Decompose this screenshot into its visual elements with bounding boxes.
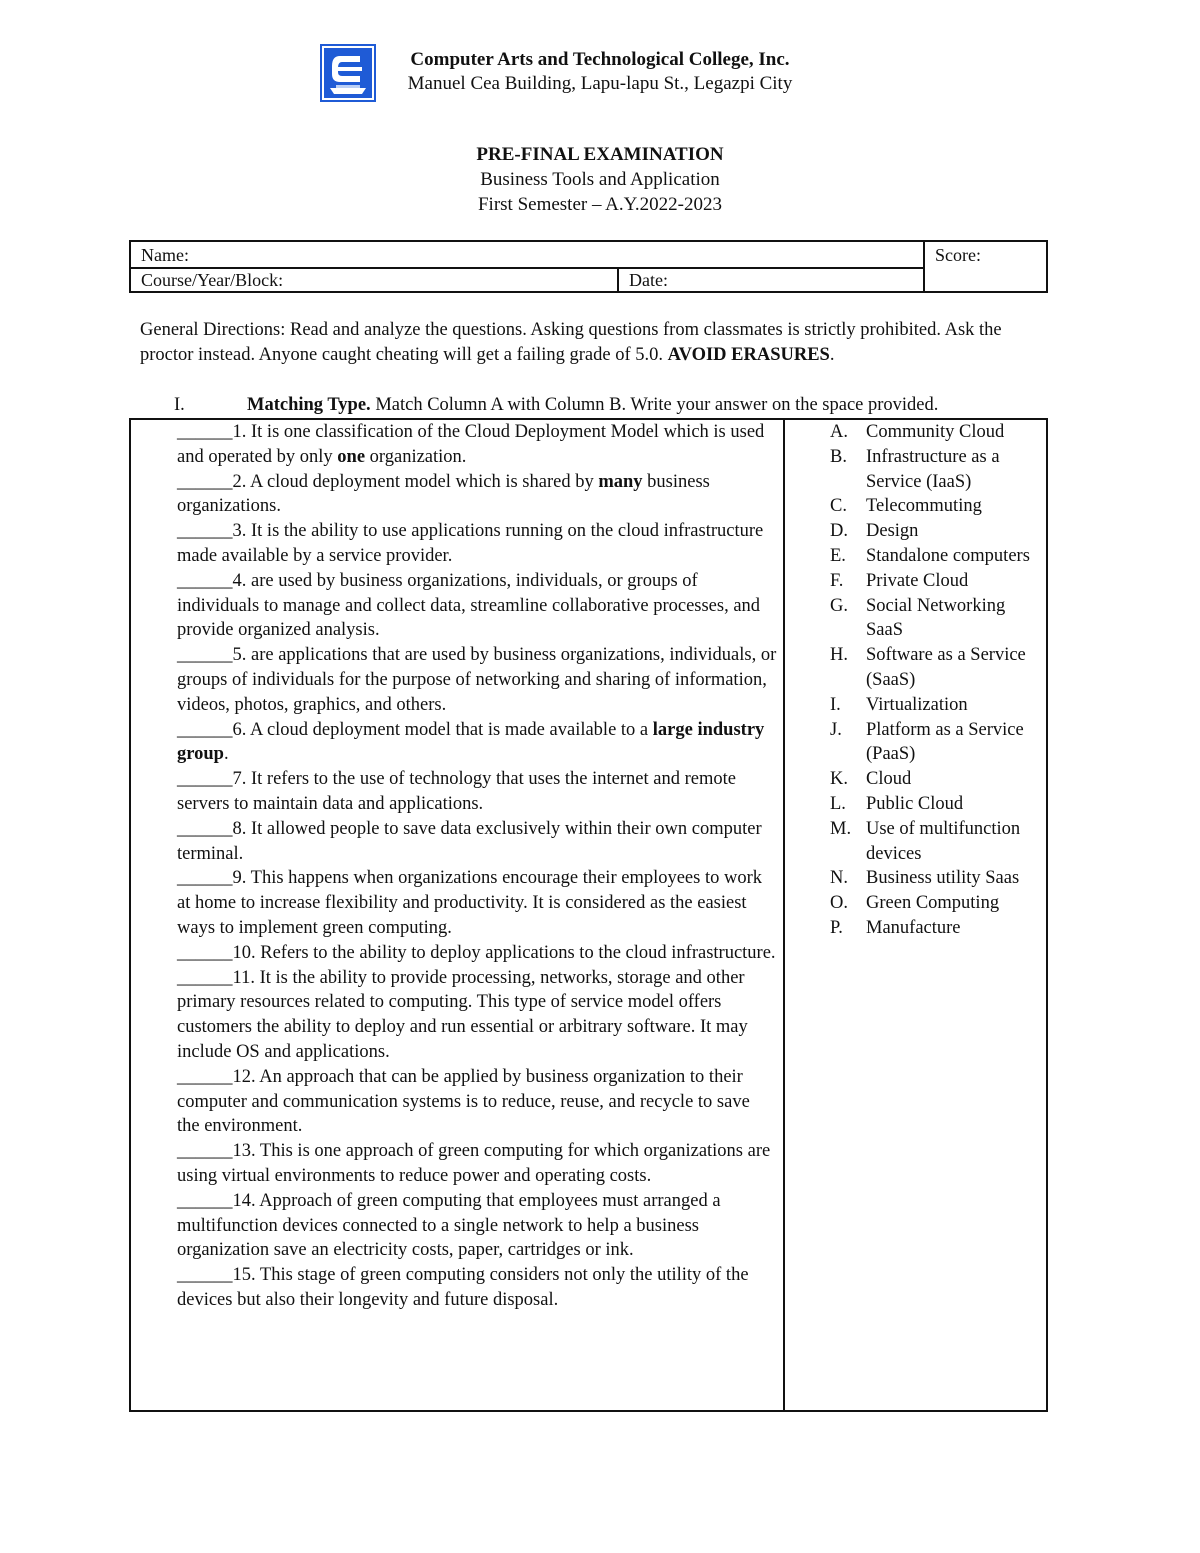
directions-text: General Directions: Read and analyze the questions. Asking questions from classmates is strictly prohibited. Ask the proctor instead. Anyone caught cheating will get a failing grade of 5.0. — [140, 320, 1002, 365]
directions-end: . — [829, 345, 835, 365]
choice-item — [830, 817, 1044, 867]
question-emphasis: one — [337, 446, 366, 467]
choice-item — [830, 718, 1044, 768]
choice-text: Manufacture — [866, 917, 961, 938]
choice-letter: D. — [830, 521, 848, 542]
choice-letter: F. — [830, 570, 844, 591]
question-text: ______3. It is the ability to use applications running on the cloud infrastructure made available by a service provider. — [177, 521, 764, 566]
choice-text: Use of multifunction devices — [866, 818, 1021, 864]
question-item[interactable] — [177, 966, 777, 1065]
choice-item — [830, 494, 1044, 519]
student-info-box — [129, 240, 1048, 293]
choice-letter: I. — [830, 694, 841, 715]
matching-table — [129, 418, 1048, 1412]
section-instruction: Match Column A with Column B. Write your answer on the space provided. — [370, 395, 939, 415]
choice-item — [830, 445, 1044, 495]
choice-letter: K. — [830, 769, 848, 790]
choice-text: Design — [866, 521, 919, 542]
question-item[interactable] — [177, 866, 777, 940]
question-text: ______4. are used by business organizations, individuals, or groups of individuals to manage and collect data, streamline collaborative processes, and provide organized analysis. — [177, 570, 761, 641]
choice-letter: P. — [830, 917, 843, 938]
exam-semester: First Semester – A.Y.2022-2023 — [477, 194, 722, 215]
question-text: ______14. Approach of green computing that employees must arranged a multifunction devices connected to a single network to help a business organization save an electricity costs, paper, cartridges or ink. — [177, 1190, 721, 1261]
exam-subject: Business Tools and Application — [480, 169, 720, 190]
question-text: ______2. A cloud deployment model which is shared by — [177, 471, 599, 492]
question-text: ______9. This happens when organizations encourage their employees to work at home to increase flexibility and productivity. It is considered as the easiest ways to implement green computing. — [177, 868, 763, 938]
section-number: I. — [174, 395, 185, 415]
choice-letter: E. — [830, 545, 846, 566]
choice-item — [830, 544, 1044, 569]
question-item[interactable] — [177, 1189, 777, 1263]
question-text: ______5. are applications that are used by business organizations, individuals, or groups of individuals for the purpose of networking and sharing of information, videos, photos, graphics, and others. — [177, 645, 777, 715]
course-year-block-field[interactable]: Course/Year/Block: — [141, 270, 284, 290]
question-emphasis: many — [598, 471, 643, 492]
choice-item — [830, 643, 1044, 693]
question-item[interactable] — [177, 718, 777, 768]
choice-text: Cloud — [866, 769, 912, 790]
choice-text: Standalone computers — [866, 545, 1030, 566]
choice-text: Business utility Saas — [866, 868, 1020, 889]
question-text-end: . — [223, 744, 229, 765]
exam-title: PRE-FINAL EXAMINATION — [476, 144, 724, 165]
choice-item — [830, 420, 1044, 445]
choice-letter: L. — [830, 793, 846, 814]
question-text: ______13. This is one approach of green computing for which organizations are using virtual environments to reduce power and operating costs. — [177, 1141, 771, 1186]
question-item[interactable] — [177, 767, 777, 817]
name-field[interactable]: Name: — [141, 245, 189, 265]
question-item[interactable] — [177, 1139, 777, 1189]
choice-text: Platform as a Service (PaaS) — [866, 719, 1024, 765]
question-item[interactable] — [177, 470, 777, 520]
question-text: ______12. An approach that can be applied by business organization to their computer and communication systems is to reduce, reuse, and recycle to save the environment. — [177, 1066, 750, 1137]
choice-text: Social Networking SaaS — [866, 595, 1006, 641]
choice-text: Software as a Service (SaaS) — [866, 645, 1026, 690]
question-text: ______1. It is one classification of the Cloud Deployment Model which is used and operated by only — [177, 422, 765, 467]
directions-emphasis: AVOID ERASURES — [667, 345, 830, 365]
question-item[interactable] — [177, 519, 777, 569]
general-directions — [140, 318, 1040, 368]
choice-letter: J. — [830, 719, 842, 740]
choice-item — [830, 594, 1044, 644]
section-title: Matching Type. — [247, 395, 371, 415]
choice-text: Virtualization — [866, 694, 968, 715]
question-text-end: organization. — [365, 446, 467, 467]
section-heading — [174, 393, 1074, 418]
choice-item — [830, 792, 1044, 817]
choice-item — [830, 569, 1044, 594]
question-text: ______6. A cloud deployment model that is made available to a — [177, 719, 653, 740]
institution-name: Computer Arts and Technological College, Inc. — [410, 49, 790, 70]
choice-letter: H. — [830, 645, 848, 666]
choice-text: Public Cloud — [866, 793, 964, 814]
question-item[interactable] — [177, 817, 777, 867]
choice-item — [830, 767, 1044, 792]
score-field[interactable]: Score: — [935, 245, 981, 265]
choice-text: Telecommuting — [866, 496, 982, 517]
question-item[interactable] — [177, 941, 777, 966]
question-text: ______11. It is the ability to provide processing, networks, storage and other primary resources related to computing. This type of service model offers customers the ability to deploy and run essential or arbitrary software. It may include OS and applications. — [177, 967, 748, 1062]
question-emphasis: large industry group — [177, 719, 765, 765]
question-text: ______7. It refers to the use of technology that uses the internet and remote servers to maintain data and applications. — [177, 769, 736, 814]
institution-address: Manuel Cea Building, Lapu-lapu St., Legazpi City — [407, 73, 793, 94]
choice-item — [830, 866, 1044, 891]
question-text: ______15. This stage of green computing considers not only the utility of the devices but also their longevity and future disposal. — [177, 1265, 749, 1310]
column-a — [177, 420, 777, 1313]
info-divider — [923, 242, 925, 291]
question-item[interactable] — [177, 1065, 777, 1139]
choice-item — [830, 693, 1044, 718]
question-text-end: business organizations. — [177, 471, 710, 517]
question-item[interactable] — [177, 1263, 777, 1313]
question-text: ______10. Refers to the ability to deploy applications to the cloud infrastructure. — [177, 942, 776, 963]
column-b — [830, 420, 1044, 941]
choice-item — [830, 519, 1044, 544]
choice-letter: G. — [830, 595, 848, 616]
choice-text: Infrastructure as a Service (IaaS) — [866, 446, 1000, 492]
question-item[interactable] — [177, 420, 777, 470]
info-divider — [617, 267, 619, 291]
choice-text: Private Cloud — [866, 570, 969, 591]
choice-letter: A. — [830, 422, 848, 442]
choice-letter: N. — [830, 868, 848, 889]
question-item[interactable] — [177, 569, 777, 643]
choice-letter: B. — [830, 446, 847, 467]
choice-letter: C. — [830, 496, 847, 517]
choice-text: Community Cloud — [866, 422, 1005, 442]
choice-item — [830, 891, 1044, 916]
column-divider — [783, 420, 785, 1410]
choice-letter: O. — [830, 893, 848, 914]
date-field[interactable]: Date: — [629, 270, 668, 290]
question-item[interactable] — [177, 643, 777, 717]
choice-text: Green Computing — [866, 893, 1000, 914]
choice-item — [830, 916, 1044, 941]
question-text: ______8. It allowed people to save data exclusively within their own computer terminal. — [177, 818, 762, 864]
choice-letter: M. — [830, 818, 852, 839]
